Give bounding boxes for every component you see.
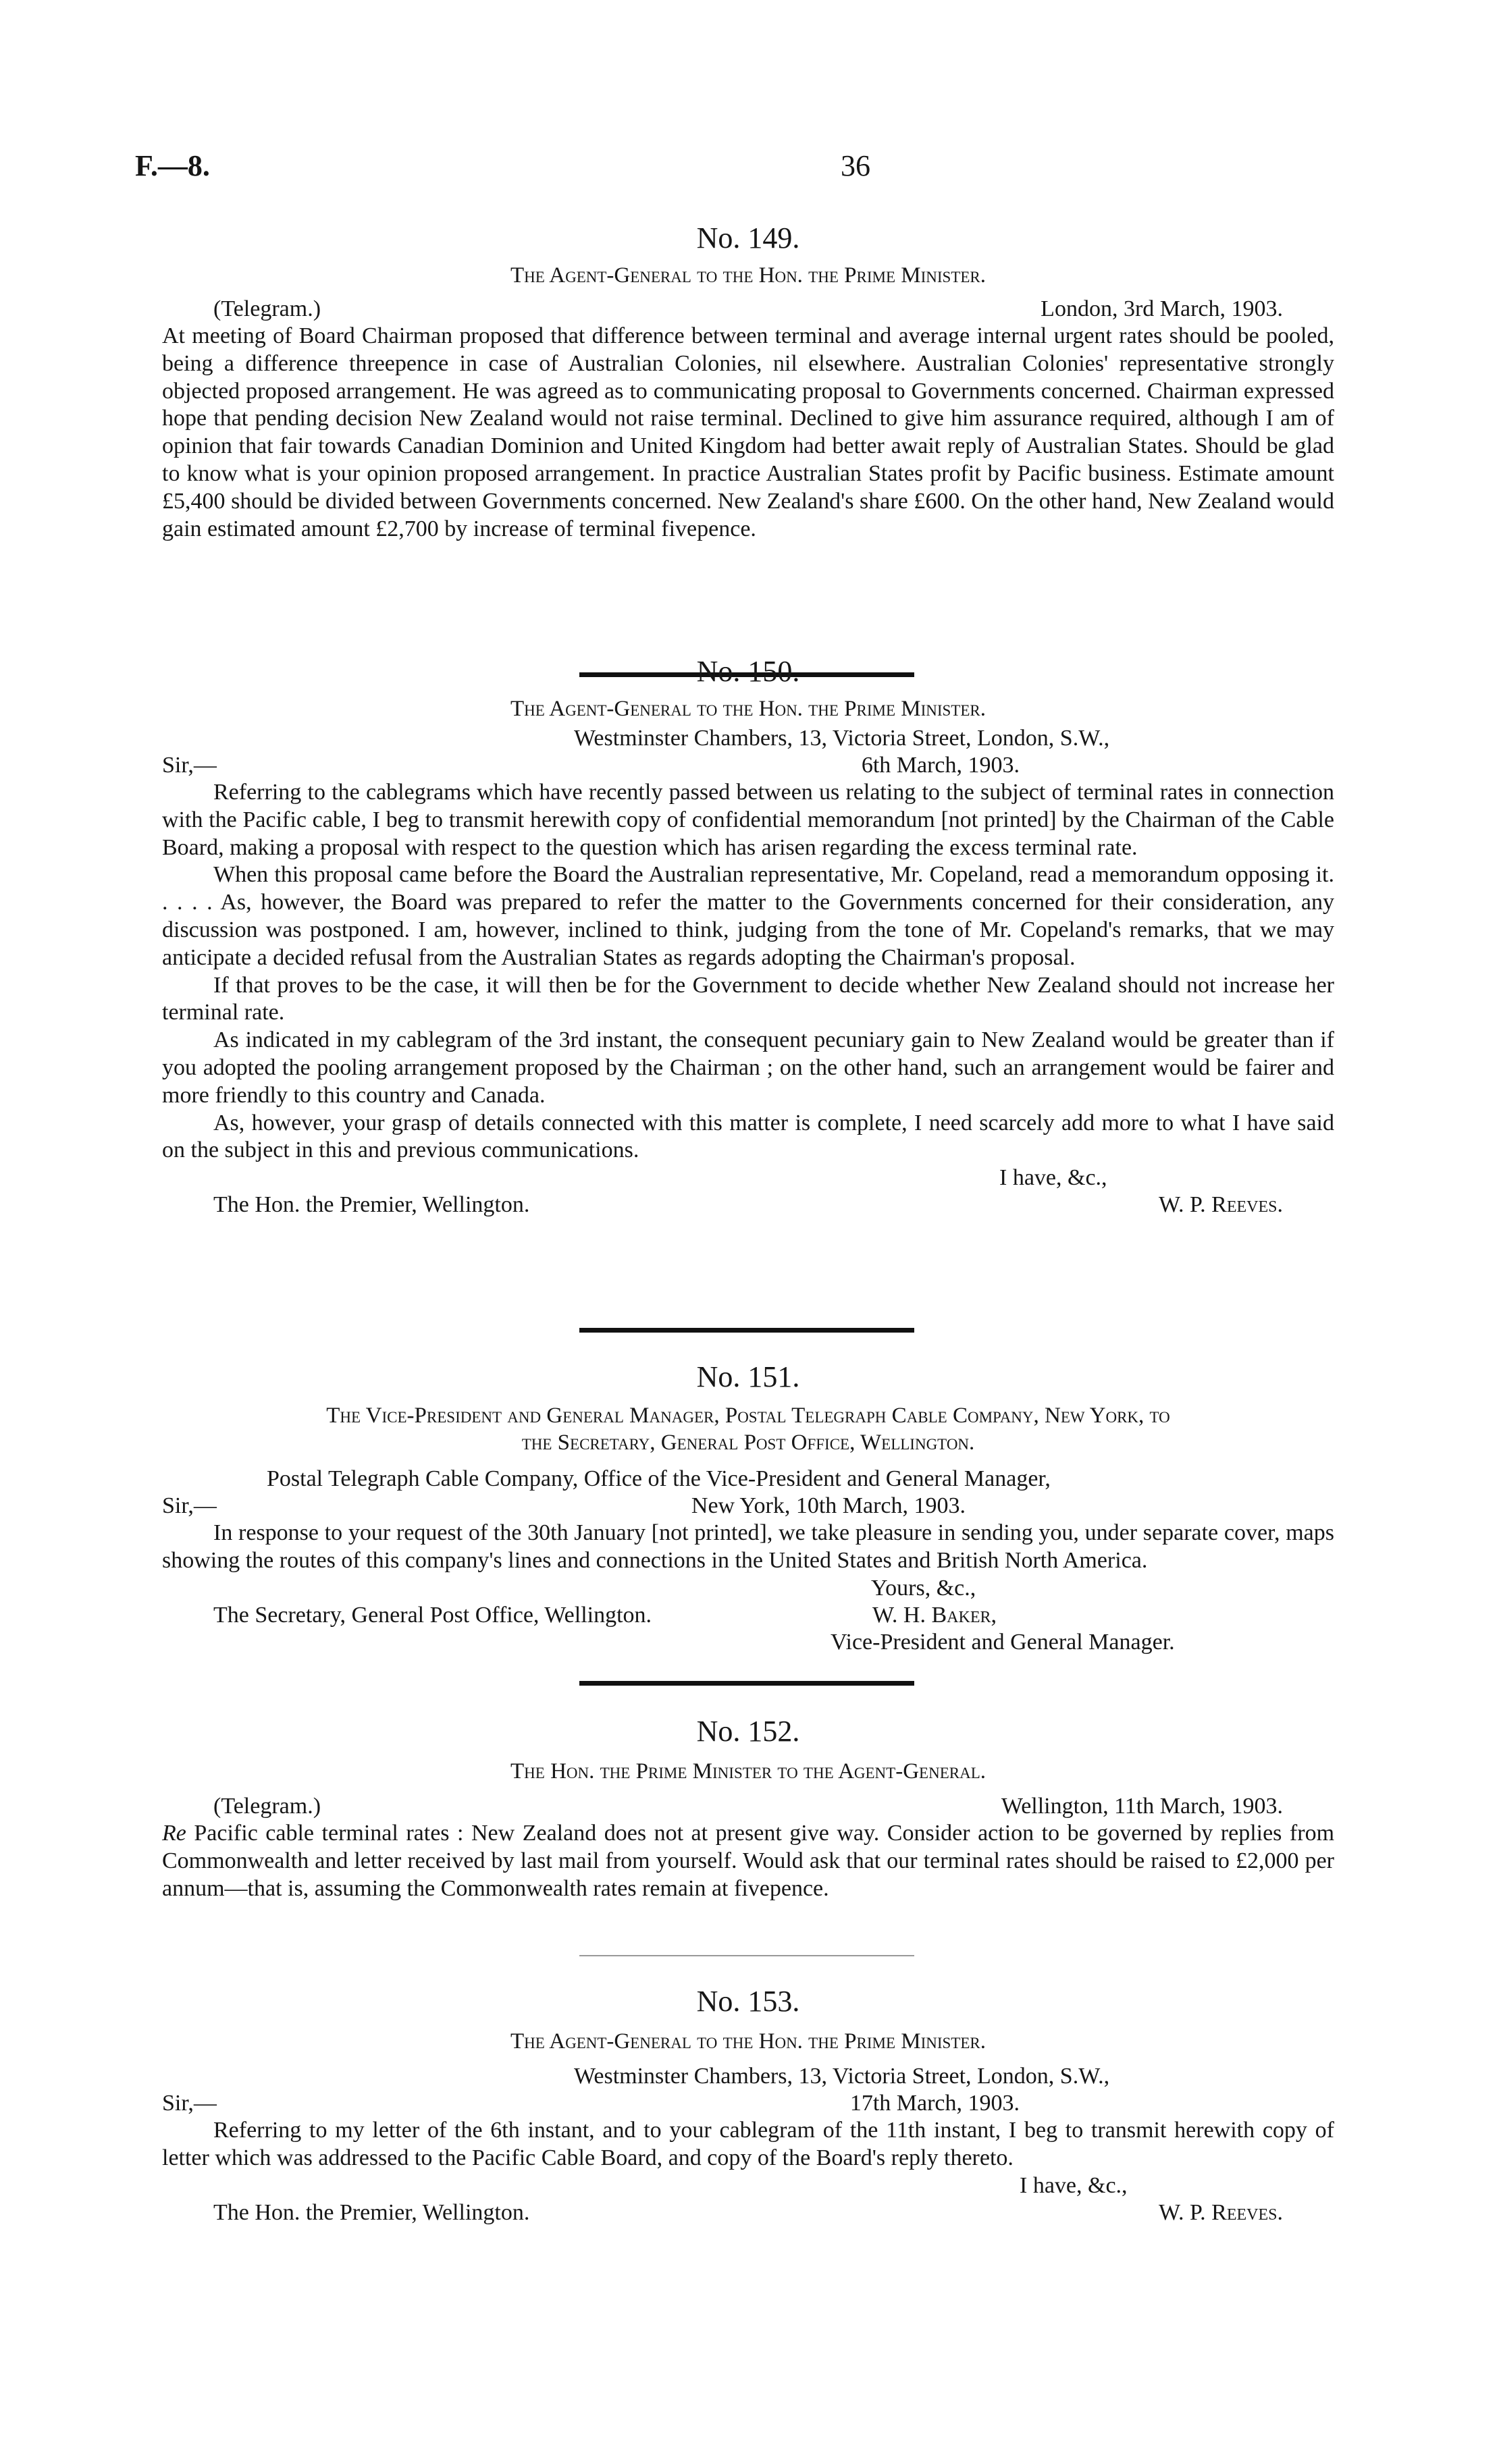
addressee: The Hon. the Premier, Wellington.: [213, 1192, 530, 1218]
sender-address: Postal Telegraph Cable Company, Office of the Vice-President and General Manager,: [267, 1466, 1051, 1491]
letter-number: No. 149.: [696, 221, 800, 255]
paragraph: As, however, your grasp of details connected with this matter is complete, I need scarcely add more to what I have said on the subject in this and previous communications.: [162, 1110, 1334, 1163]
letter-heading-cont: the Secretary, General Post Office, Wellington.: [521, 1430, 975, 1455]
paragraph: Referring to the cablegrams which have recently passed between us relating to the subject of terminal rates in connection with the Pacific cable, I beg to transmit herewith copy of confidential memorandum [not printed] by the Chairman of the Cable Board, making a proposal with respect to the question which has arisen regarding the excess terminal rate.: [162, 780, 1334, 860]
closing: I have, &c.,: [1020, 2172, 1128, 2198]
letter-number: No. 153.: [696, 1985, 800, 2018]
lead-word: Re: [162, 1821, 186, 1846]
signatory-title: Vice-President and General Manager.: [831, 1629, 1175, 1655]
letter-date: New York, 10th March, 1903.: [691, 1493, 966, 1518]
letter-153: [162, 1985, 1334, 2226]
letter-151: [162, 1360, 1334, 1656]
paragraph: Referring to my letter of the 6th instant, and to your cablegram of the 11th instant, I beg to transmit herewith copy of letter which was addressed to the Pacific Cable Board, and copy of the Board's reply thereto.: [162, 2118, 1334, 2170]
dateline: Wellington, 11th March, 1903.: [1001, 1794, 1283, 1819]
letter-number: No. 151.: [696, 1360, 800, 1393]
section-rule: [579, 1681, 914, 1686]
salutation: Sir,—: [162, 1493, 217, 1518]
letter-149: [162, 221, 1334, 543]
letter-heading: The Agent-General to the Hon. the Prime Minister.: [510, 263, 986, 288]
signature-line: [162, 2199, 1334, 2226]
salutation-line: [162, 1493, 1334, 1520]
paper-reference: F.—8.: [135, 149, 210, 182]
salutation: Sir,—: [162, 753, 217, 778]
sender-address: Westminster Chambers, 13, Victoria Street, London, S.W.,: [574, 726, 1110, 751]
letter-heading: The Agent-General to the Hon. the Prime Minister.: [510, 697, 986, 721]
signature-line: [162, 1191, 1334, 1218]
signature-line: [162, 1602, 1334, 1629]
telegram-line: [162, 1793, 1334, 1820]
letter-heading: The Vice-President and General Manager, Postal Telegraph Cable Company, New York, to: [326, 1403, 1170, 1428]
letter-number: No. 152.: [696, 1715, 800, 1748]
telegram-body: At meeting of Board Chairman proposed that difference between terminal and average internal urgent rates should be pooled, being a difference threepence in case of Australian Colonies, nil elsewhere. Australian Colonies' representative strongly objected proposed arrangement. He was agreed as to communicating proposal to Governments concerned. Chairman expressed hope that pending decision New Zealand would not raise terminal. Declined to give him assurance required, although I am of opinion that fair towards Canadian Dominion and United Kingdom had better await reply of Australian States. Should be glad to know what is your opinion proposed arrangement. In practice Australian States profit by Pacific business. Estimate amount £5,400 should be divided between Governments concerned. New Zealand's share £600. On the other hand, New Zealand would gain estimated amount £2,700 by increase of terminal fivepence.: [162, 323, 1334, 541]
letter-date: 17th March, 1903.: [849, 2091, 1020, 2116]
signature: W. P. Reeves.: [1159, 2199, 1283, 2225]
telegram-line: [162, 296, 1334, 323]
telegram-body: [162, 1820, 1334, 1902]
section-rule: [579, 1328, 914, 1333]
sender-address: Westminster Chambers, 13, Victoria Street, London, S.W.,: [574, 2064, 1110, 2089]
addressee: The Hon. the Premier, Wellington.: [213, 2199, 530, 2225]
salutation-line: [162, 752, 1334, 779]
dateline: London, 3rd March, 1903.: [1041, 296, 1283, 321]
page-number: 36: [841, 149, 870, 182]
message-type: (Telegram.): [213, 296, 321, 321]
message-type: (Telegram.): [213, 1794, 321, 1819]
salutation: Sir,—: [162, 2091, 217, 2116]
telegram-text: Pacific cable terminal rates : New Zealand does not at present give way. Consider action to be governed by replies from Commonwealth and letter received by last mail from yourself. Would ask that our terminal rates should be raised to £2,000 per annum—that is, assuming the Commonwealth rates remain at fivepence.: [162, 1821, 1335, 1901]
signature: W. P. Reeves.: [1159, 1192, 1283, 1218]
letter-heading: The Hon. the Prime Minister to the Agent-General.: [510, 1759, 986, 1784]
addressee: The Secretary, General Post Office, Wellington.: [213, 1602, 652, 1628]
page-header: [135, 149, 1334, 189]
letter-150: [162, 655, 1334, 689]
letter-150-body: [162, 695, 1334, 1218]
paragraph: If that proves to be the case, it will then be for the Government to decide whether New Zealand should not increase her terminal rate.: [162, 972, 1334, 1025]
salutation-line: [162, 2090, 1334, 2117]
signature: W. H. Baker,: [872, 1602, 997, 1628]
paragraph: As indicated in my cablegram of the 3rd instant, the consequent pecuniary gain to New Zealand would be greater than if you adopted the pooling arrangement proposed by the Chairman ; on the other hand, such an arrangement would be fairer and more friendly to this country and Canada.: [162, 1027, 1334, 1108]
section-rule-thin: [579, 1955, 914, 1956]
letter-number: No. 150.: [696, 655, 800, 688]
paragraph: When this proposal came before the Board the Australian representative, Mr. Copeland, read a memorandum opposing it. . . . . As, however, the Board was prepared to refer the matter to the Governments concerned for their consideration, any discussion was postponed. I am, however, inclined to think, judging from the tone of Mr. Copeland's remarks, that we may anticipate a decided refusal from the Australian States as regards adopting the Chairman's proposal.: [162, 862, 1334, 970]
letter-date: 6th March, 1903.: [861, 753, 1020, 778]
letter-152: [162, 1715, 1334, 1902]
letter-heading: The Agent-General to the Hon. the Prime Minister.: [510, 2029, 986, 2054]
closing: Yours, &c.,: [871, 1575, 976, 1601]
paragraph: In response to your request of the 30th January [not printed], we take pleasure in sending you, under separate cover, maps showing the routes of this company's lines and connections in the United States and British North America.: [162, 1520, 1334, 1573]
closing: I have, &c.,: [999, 1165, 1107, 1191]
